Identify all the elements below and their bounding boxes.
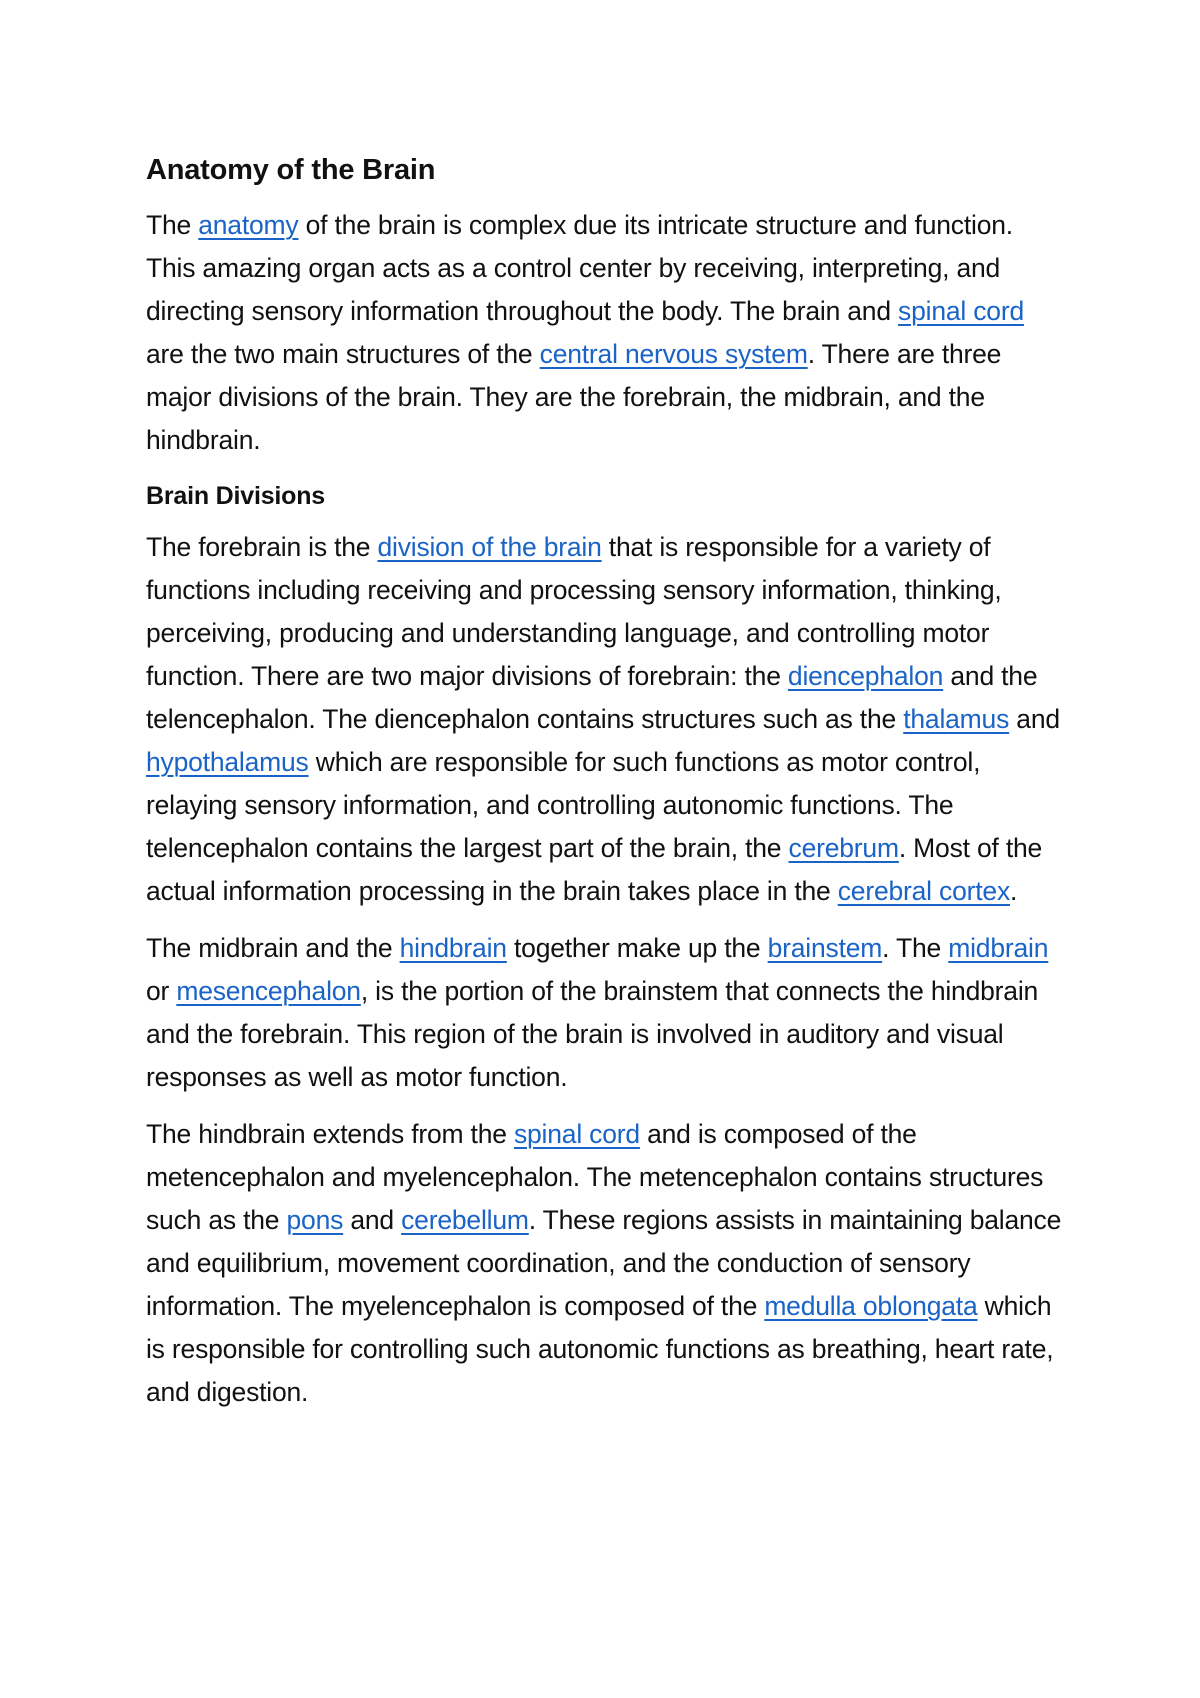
link-pons[interactable]: pons xyxy=(286,1205,344,1235)
intro-paragraph xyxy=(146,204,1066,462)
text-run: of the brain is complex due its intricate structure and function. This amazing organ acts as a control center by receiving, interpreting, and directing sensory information throughout the body. The brain and xyxy=(146,210,1013,326)
page-title: Anatomy of the Brain xyxy=(146,154,436,186)
text-run: . These regions assists in maintaining balance and equilibrium, movement coordination, and the conduction of sensory information. The myelencephalon is composed of the xyxy=(146,1205,1062,1321)
link-medulla-oblongata[interactable]: medulla oblongata xyxy=(764,1291,978,1321)
text-run: The midbrain and the xyxy=(146,933,400,963)
link-hindbrain[interactable]: hindbrain xyxy=(399,933,507,963)
link-midbrain[interactable]: midbrain xyxy=(948,933,1049,963)
text-run: or xyxy=(146,976,177,1006)
text-run: and xyxy=(1009,704,1060,734)
link-hypothalamus[interactable]: hypothalamus xyxy=(146,747,309,777)
midbrain-paragraph xyxy=(146,927,1066,1099)
text-run: which are responsible for such functions as motor control, relaying sensory information, and controlling autonomic functions. The telencephalon contains the largest part of the brain, the xyxy=(146,747,981,863)
text-run: The forebrain is the xyxy=(146,532,378,562)
text-run: and the telencephalon. The diencephalon contains structures such as the xyxy=(146,661,1038,734)
text-run: together make up the xyxy=(506,933,768,963)
text-run: and xyxy=(343,1205,402,1235)
link-central-nervous-system[interactable]: central nervous system xyxy=(539,339,808,369)
link-diencephalon[interactable]: diencephalon xyxy=(787,661,944,691)
link-mesencephalon[interactable]: mesencephalon xyxy=(176,976,361,1006)
text-run: . There are three major divisions of the brain. They are the forebrain, the midbrain, and the hindbrain. xyxy=(146,339,1002,455)
link-spinal-cord[interactable]: spinal cord xyxy=(898,296,1024,326)
text-run: , is the portion of the brainstem that connects the hindbrain and the forebrain. This region of the brain is involved in auditory and visual responses as well as motor function. xyxy=(146,976,1039,1092)
text-run: that is responsible for a variety of functions including receiving and processing sensory information, thinking, perceiving, producing and understanding language, and controlling motor function. There are two major divisions of forebrain: the xyxy=(146,532,1002,691)
link-anatomy[interactable]: anatomy xyxy=(198,210,299,240)
text-run: . Most of the actual information processing in the brain takes place in the xyxy=(146,833,1043,906)
link-cerebrum[interactable]: cerebrum xyxy=(788,833,899,863)
text-run: . The xyxy=(882,933,949,963)
text-run: and is composed of the metencephalon and myelencephalon. The metencephalon contains structures such as the xyxy=(146,1119,1044,1235)
text-run: The hindbrain extends from the xyxy=(146,1119,514,1149)
document-content xyxy=(146,150,1066,1428)
text-run: which is responsible for controlling such autonomic functions as breathing, heart rate, and digestion. xyxy=(146,1291,1054,1407)
text-run: The xyxy=(146,210,199,240)
forebrain-paragraph xyxy=(146,526,1066,913)
link-thalamus[interactable]: thalamus xyxy=(903,704,1010,734)
hindbrain-paragraph xyxy=(146,1113,1066,1414)
link-cerebral-cortex[interactable]: cerebral cortex xyxy=(837,876,1010,906)
link-spinal-cord-2[interactable]: spinal cord xyxy=(513,1119,640,1149)
text-run: . xyxy=(1010,876,1018,906)
link-brainstem[interactable]: brainstem xyxy=(767,933,883,963)
link-division-of-the-brain[interactable]: division of the brain xyxy=(377,532,602,562)
link-cerebellum[interactable]: cerebellum xyxy=(401,1205,529,1235)
section-heading: Brain Divisions xyxy=(146,482,325,510)
text-run: are the two main structures of the xyxy=(146,339,540,369)
